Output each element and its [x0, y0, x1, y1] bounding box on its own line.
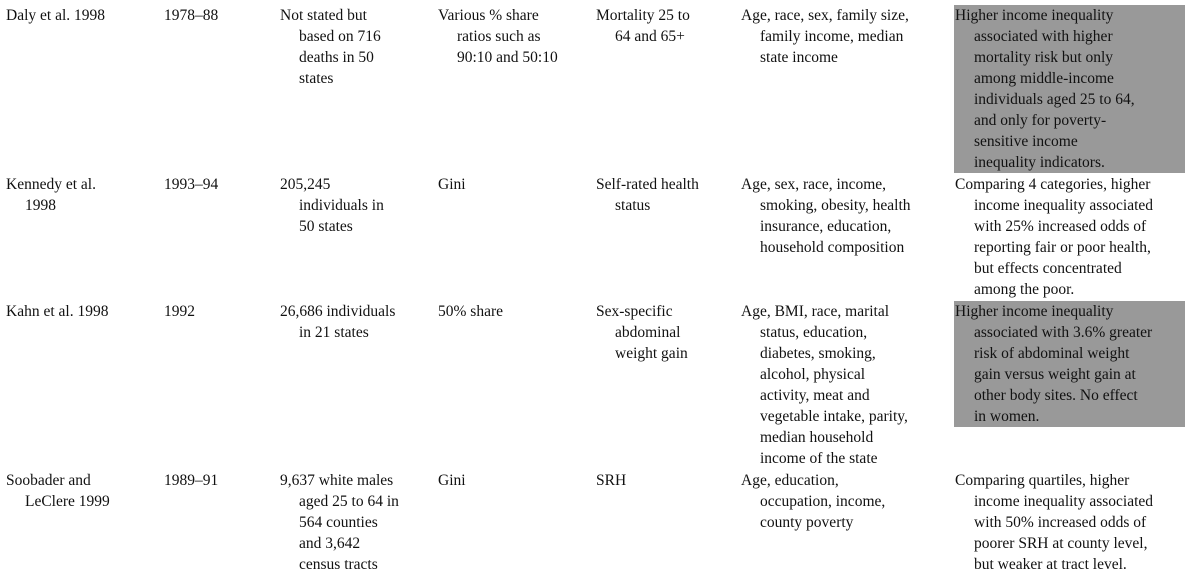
- outcome-line: Mortality 25 to: [596, 7, 690, 24]
- sample-cell: [280, 301, 430, 343]
- controls-line: Age, BMI, race, marital: [741, 303, 890, 320]
- finding-cell-highlighted: [954, 301, 1185, 427]
- sample-line: 50 states: [299, 218, 353, 235]
- measure-line: Gini: [438, 176, 466, 193]
- finding-line: and only for poverty-: [974, 112, 1107, 129]
- measure-line: ratios such as: [457, 28, 541, 45]
- sample-line: 26,686 individuals: [280, 303, 396, 320]
- sample-line: 564 counties: [299, 514, 378, 531]
- finding-line: with 25% increased odds of: [974, 218, 1147, 235]
- study-line: Daly et al. 1998: [6, 7, 106, 24]
- controls-line: income of the state: [760, 450, 878, 467]
- study-cell: [6, 5, 156, 26]
- outcome-line: weight gain: [615, 345, 688, 362]
- controls-cell: [741, 5, 949, 68]
- sample-line: states: [299, 70, 334, 87]
- sample-line: deaths in 50: [299, 49, 374, 66]
- measure-line: 90:10 and 50:10: [457, 49, 558, 66]
- controls-line: family income, median: [760, 28, 904, 45]
- period-cell: [164, 470, 274, 491]
- study-line: Kennedy et al.: [6, 176, 96, 193]
- controls-line: smoking, obesity, health: [760, 197, 911, 214]
- period-line: 1992: [164, 303, 195, 320]
- period-cell: [164, 5, 274, 26]
- measure-cell: [438, 301, 588, 322]
- finding-line: but effects concentrated: [974, 260, 1122, 277]
- measure-line: Gini: [438, 472, 466, 489]
- finding-line: Comparing 4 categories, higher: [955, 176, 1151, 193]
- sample-line: census tracts: [299, 556, 378, 573]
- finding-line: among middle-income: [974, 70, 1114, 87]
- study-line: Kahn et al. 1998: [6, 303, 109, 320]
- period-cell: [164, 301, 274, 322]
- finding-line: gain versus weight gain at: [974, 366, 1136, 383]
- finding-line: poorer SRH at county level,: [974, 535, 1148, 552]
- sample-cell: [280, 174, 430, 237]
- finding-line: income inequality associated: [974, 493, 1154, 510]
- finding-line: but weaker at tract level.: [974, 556, 1127, 573]
- study-line: 1998: [25, 197, 56, 214]
- outcome-line: Self-rated health: [596, 176, 699, 193]
- study-line: LeClere 1999: [25, 493, 110, 510]
- sample-line: in 21 states: [299, 324, 369, 341]
- outcome-cell: [596, 174, 736, 216]
- finding-line: inequality indicators.: [974, 154, 1105, 171]
- period-line: 1978–88: [164, 7, 219, 24]
- sample-line: aged 25 to 64 in: [299, 493, 399, 510]
- measure-cell: [438, 470, 588, 491]
- measure-cell: [438, 5, 588, 68]
- period-line: 1993–94: [164, 176, 219, 193]
- sample-line: 205,245: [280, 176, 331, 193]
- finding-line: other body sites. No effect: [974, 387, 1138, 404]
- measure-cell: [438, 174, 588, 195]
- study-cell: [6, 174, 156, 216]
- finding-line: associated with higher: [974, 28, 1113, 45]
- study-cell: [6, 301, 156, 322]
- finding-line: Higher income inequality: [955, 7, 1114, 24]
- controls-line: occupation, income,: [760, 493, 886, 510]
- controls-line: status, education,: [760, 324, 868, 341]
- finding-line: among the poor.: [974, 281, 1075, 298]
- period-cell: [164, 174, 274, 195]
- finding-cell: [955, 470, 1185, 575]
- controls-line: Age, sex, race, income,: [741, 176, 887, 193]
- controls-line: household composition: [760, 239, 905, 256]
- outcome-line: 64 and 65+: [615, 28, 685, 45]
- outcome-line: Sex-specific: [596, 303, 673, 320]
- sample-line: 9,637 white males: [280, 472, 394, 489]
- measure-line: Various % share: [438, 7, 539, 24]
- finding-line: individuals aged 25 to 64,: [974, 91, 1135, 108]
- finding-line: Higher income inequality: [955, 303, 1114, 320]
- controls-line: state income: [760, 49, 838, 66]
- finding-cell: [955, 174, 1185, 300]
- study-line: Soobader and: [6, 472, 91, 489]
- finding-line: mortality risk but only: [974, 49, 1114, 66]
- controls-cell: [741, 470, 949, 533]
- controls-line: vegetable intake, parity,: [760, 408, 908, 425]
- sample-cell: [280, 470, 430, 575]
- outcome-line: status: [615, 197, 651, 214]
- controls-cell: [741, 301, 949, 469]
- controls-cell: [741, 174, 949, 258]
- outcome-cell: [596, 470, 736, 491]
- controls-line: county poverty: [760, 514, 854, 531]
- period-line: 1989–91: [164, 472, 219, 489]
- finding-line: Comparing quartiles, higher: [955, 472, 1130, 489]
- sample-cell: [280, 5, 430, 89]
- finding-line: income inequality associated: [974, 197, 1154, 214]
- sample-line: based on 716: [299, 28, 381, 45]
- controls-line: Age, education,: [741, 472, 839, 489]
- sample-line: Not stated but: [280, 7, 367, 24]
- finding-line: sensitive income: [974, 133, 1078, 150]
- controls-line: insurance, education,: [760, 218, 892, 235]
- controls-line: alcohol, physical: [760, 366, 866, 383]
- outcome-cell: [596, 5, 736, 47]
- controls-line: median household: [760, 429, 874, 446]
- finding-line: associated with 3.6% greater: [974, 324, 1153, 341]
- finding-cell-highlighted: [954, 5, 1185, 173]
- finding-line: reporting fair or poor health,: [974, 239, 1151, 256]
- measure-line: 50% share: [438, 303, 503, 320]
- sample-line: individuals in: [299, 197, 384, 214]
- finding-line: in women.: [974, 408, 1040, 425]
- sample-line: and 3,642: [299, 535, 361, 552]
- controls-line: Age, race, sex, family size,: [741, 7, 909, 24]
- study-cell: [6, 470, 156, 512]
- controls-line: diabetes, smoking,: [760, 345, 876, 362]
- outcome-line: abdominal: [615, 324, 681, 341]
- outcome-cell: [596, 301, 736, 364]
- controls-line: activity, meat and: [760, 387, 870, 404]
- finding-line: with 50% increased odds of: [974, 514, 1147, 531]
- outcome-line: SRH: [596, 472, 627, 489]
- finding-line: risk of abdominal weight: [974, 345, 1130, 362]
